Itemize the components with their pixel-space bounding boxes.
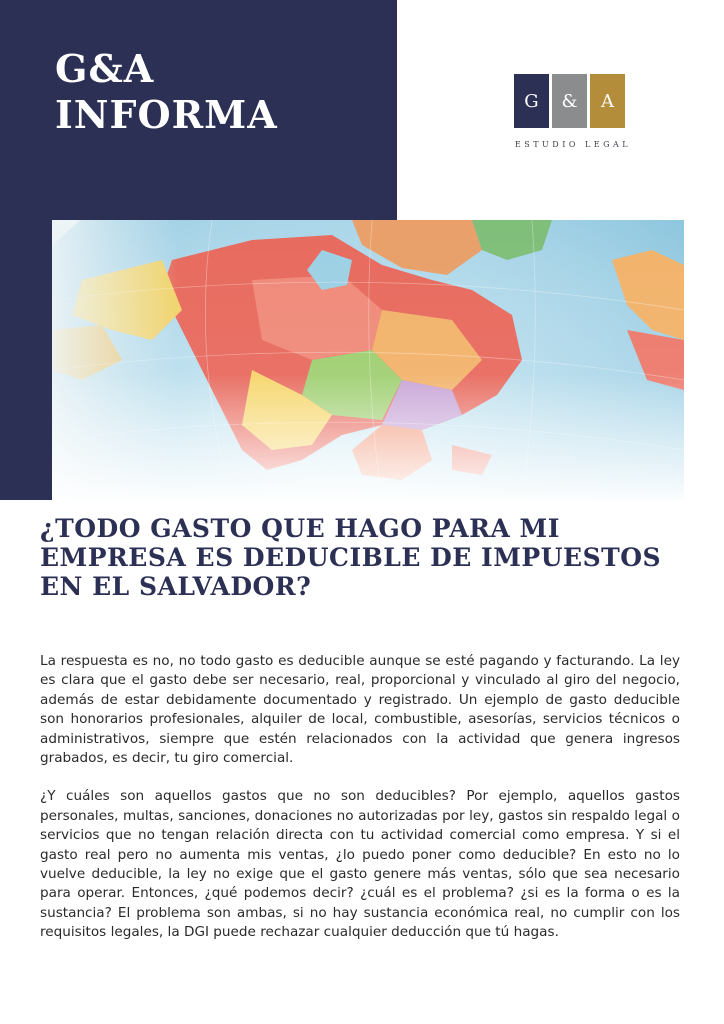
paragraph-2: ¿Y cuáles son aquellos gastos que no son deducibles? Por ejemplo, aquellos gastos personales, multas, sanciones, donaciones no autorizadas por ley, gastos sin respaldo legal o servicios que no tengan relación directa con tu actividad comercial como empresa. Y si el gasto real pero no aumenta mis ventas, ¿lo puedo poner como deducible? En esto no lo vuelve deducible, la ley no exige que el gasto genere más ventas, sólo que sea necesario para operar. Entonces, ¿qué podemos decir? ¿cuál es el problema? ¿si es la forma o es la sustancia? El problema son ambas, si no hay sustancia económica real, no cumplir con los requisitos legales, la DGI puede rechazar cualquier deducción que tú hagas. (40, 788, 680, 941)
logo-boxes (514, 74, 632, 128)
logo-box-a: A (590, 74, 625, 128)
globe-image (52, 220, 684, 500)
logo-box-ampersand: & (552, 74, 587, 128)
brand-title (55, 46, 278, 138)
globe-illustration (52, 220, 684, 500)
logo (514, 74, 632, 154)
brand-title-line-2: INFORMA (55, 92, 278, 137)
headline: ¿TODO GASTO QUE HAGO PARA MI EMPRESA ES DEDUCIBLE DE IMPUESTOS EN EL SALVADOR? (40, 514, 662, 601)
brand-title-line-1: G&A (55, 46, 155, 91)
article-body (40, 652, 680, 962)
logo-subtitle: ESTUDIO LEGAL (514, 140, 632, 149)
logo-box-g: G (514, 74, 549, 128)
paragraph-1: La respuesta es no, no todo gasto es deducible aunque se esté pagando y facturando. La ley es clara que el gasto debe ser necesario, real, proporcional y vinculado al giro del negocio, además de estar debidamente documentado y registrado. Un ejemplo de gasto deducible son honorarios profesionales, alquiler de local, combustible, asesorías, servicios técnicos o administrativos, siempre que estén relacionados con la actividad que genera ingresos grabados, es decir, tu giro comercial. (40, 653, 680, 767)
